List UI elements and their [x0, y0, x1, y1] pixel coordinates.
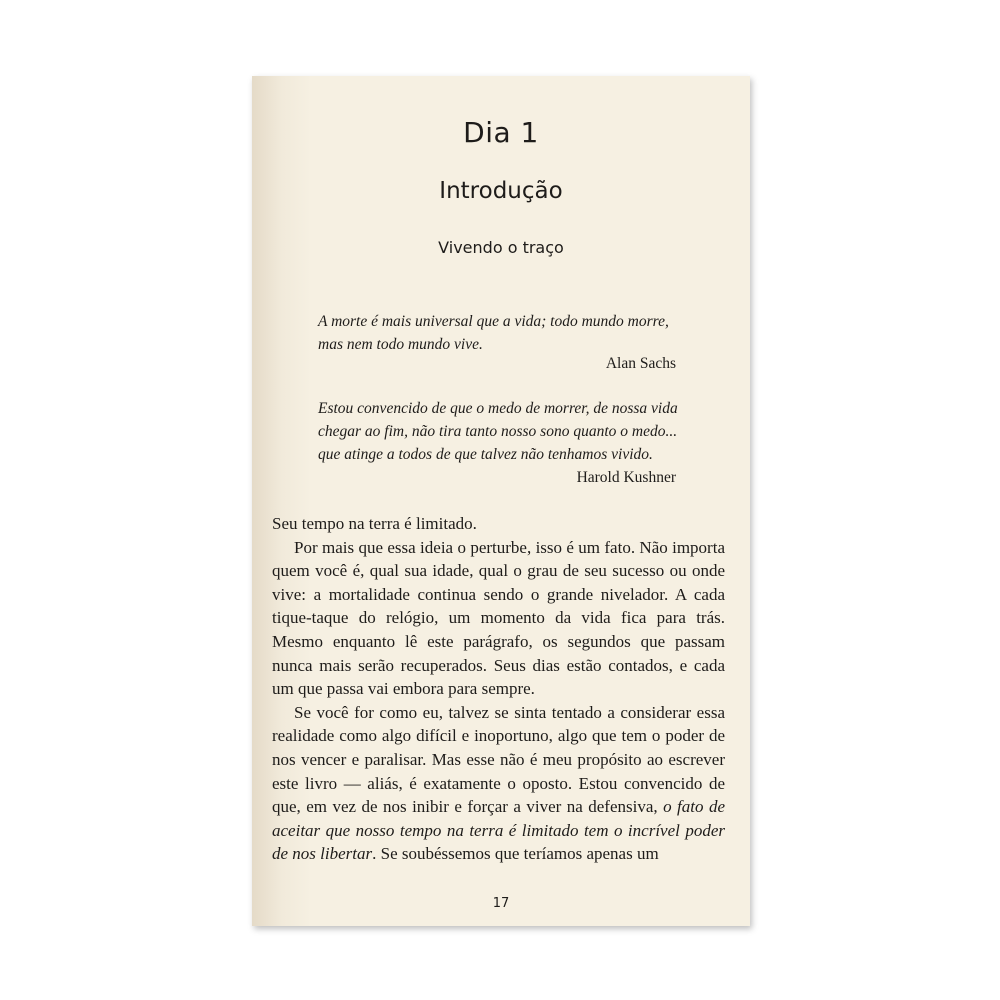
book-page [252, 76, 750, 926]
chapter-subtitle: Vivendo o traço [438, 238, 564, 257]
epigraph-line: que atinge a todos de que talvez não tenhamos vivido. [318, 446, 653, 463]
page-number: 17 [492, 896, 510, 911]
chapter-day-heading: Dia 1 [463, 116, 539, 149]
body-text [272, 512, 725, 866]
epigraph-line: Estou convencido de que o medo de morrer, de nossa vida [318, 400, 678, 417]
epigraph-quote [318, 310, 678, 356]
epigraph-quote [318, 397, 678, 466]
epigraph-author: Alan Sachs [605, 355, 676, 372]
chapter-title: Introdução [439, 178, 563, 204]
paragraph-text: Se você for como eu, talvez se sinta tentado a considerar essa realidade como algo difícil e inoportuno, algo que tem o poder de nos vencer e paralisar. Mas esse não é meu propósito ao escrever este livro — aliás, é exatamente o oposto. Estou convencido de que, em vez de nos inibir e forçar a viver na defensiva, [272, 702, 725, 817]
epigraph-line: mas nem todo mundo vive. [318, 336, 483, 353]
paragraph [272, 701, 725, 866]
paragraph: Por mais que essa ideia o perturbe, isso é um fato. Não importa quem você é, qual sua idade, qual o grau de seu sucesso ou onde vive: a mortalidade continua sendo o grande nivelador. A cada tique-taque do relógio, um momento da vida fica para trás. Mesmo enquanto lê este parágrafo, os segundos que passam nunca mais serão recuperados. Seus dias estão contados, e cada um que passa vai embora para sempre. [272, 537, 725, 699]
paragraph-text: . Se soubéssemos que teríamos apenas um [372, 844, 659, 864]
emphasized-text: o fato de aceitar que nosso tempo na terra é limitado tem o incrível poder de nos libertar [272, 797, 725, 864]
epigraph-line: A morte é mais universal que a vida; todo mundo morre, [318, 313, 669, 330]
epigraph-line: chegar ao fim, não tira tanto nosso sono quanto o medo... [318, 423, 678, 440]
epigraph-author: Harold Kushner [576, 469, 676, 486]
paragraph: Seu tempo na terra é limitado. [272, 514, 477, 533]
